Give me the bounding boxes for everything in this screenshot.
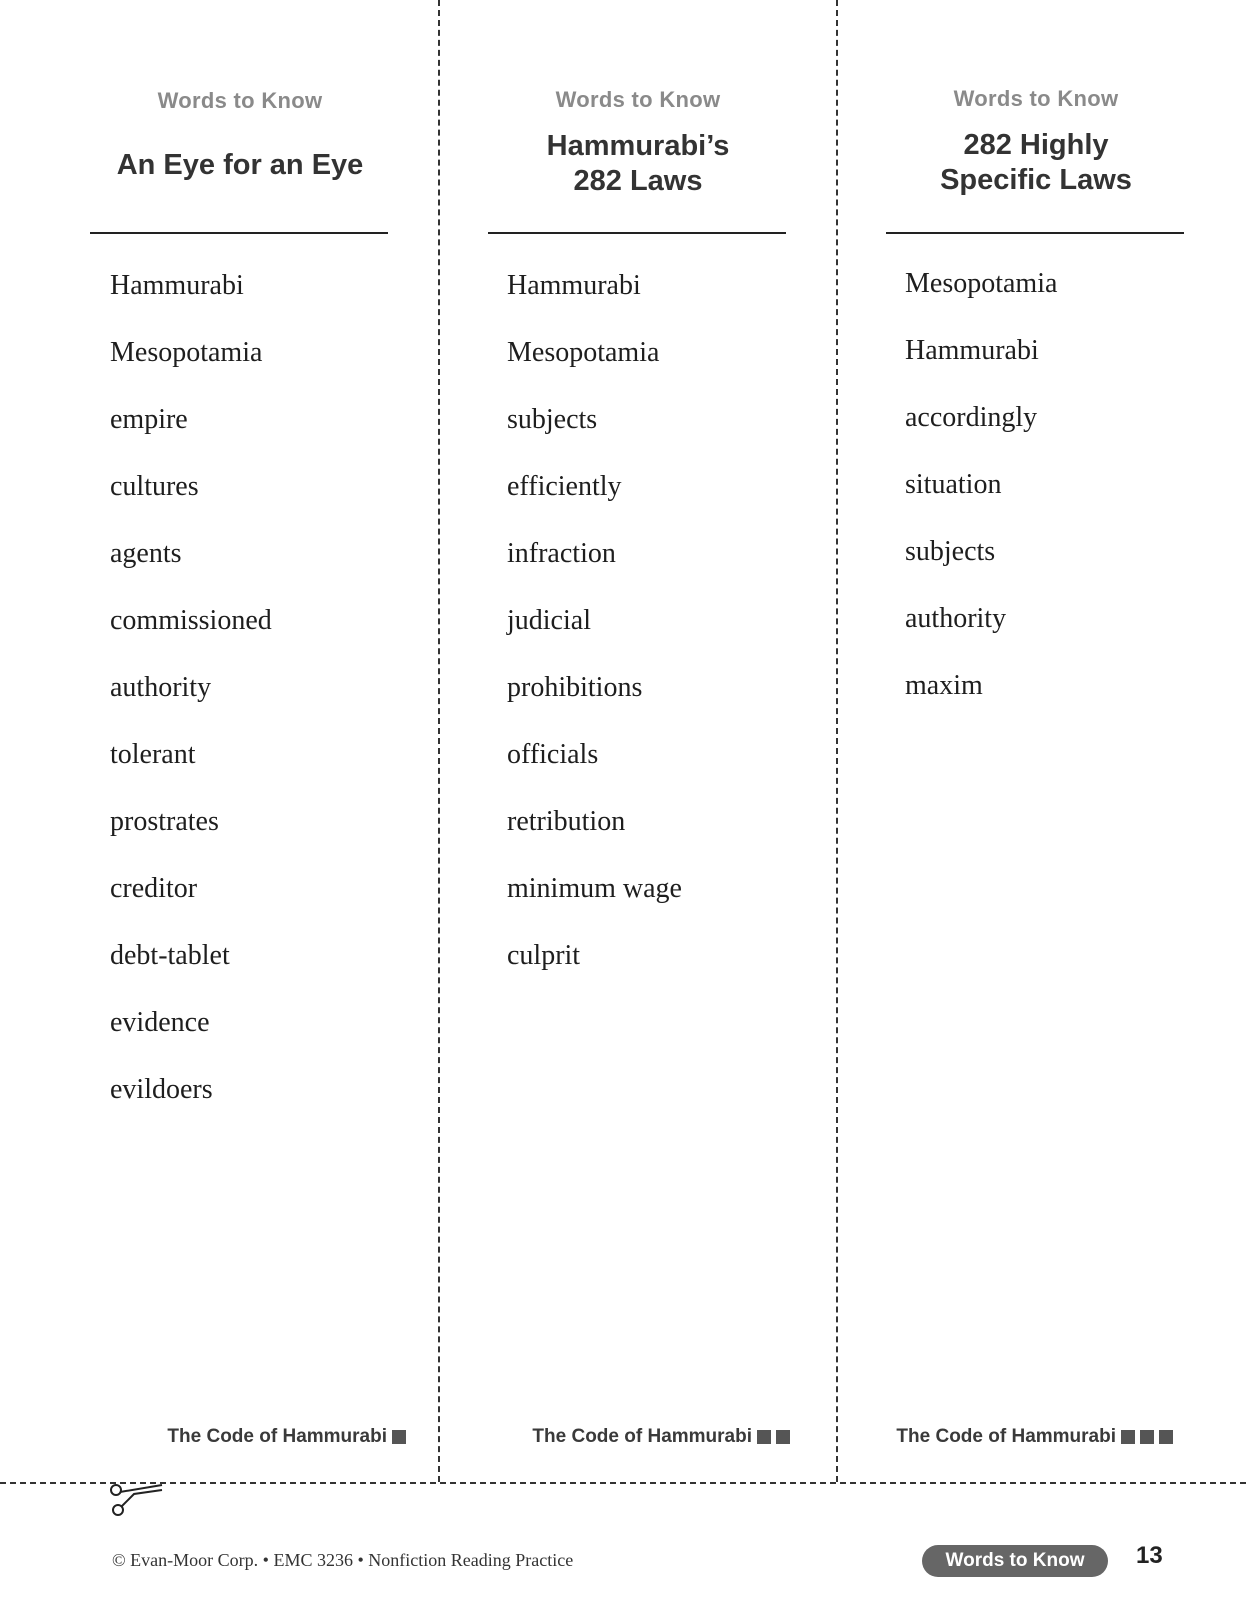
card-eyebrow: Words to Know (555, 87, 721, 112)
word-item: prohibitions (507, 672, 643, 703)
word-item: Mesopotamia (905, 268, 1058, 299)
word-item: minimum wage (507, 873, 682, 904)
card-footer (167, 1424, 406, 1450)
copyright-notice: © Evan-Moor Corp. • EMC 3236 • Nonfiction Reading Practice (112, 1550, 574, 1570)
word-item: retribution (507, 806, 626, 837)
card-footer-label: The Code of Hammurabi (896, 1426, 1116, 1447)
card-footer-label: The Code of Hammurabi (532, 1426, 752, 1447)
title-rule (90, 232, 388, 234)
word-item: maxim (905, 670, 983, 701)
card-eyebrow: Words to Know (157, 88, 323, 113)
word-item: authority (110, 672, 212, 703)
square-marker-icon (1140, 1430, 1154, 1444)
card-header (886, 86, 1186, 198)
word-item: accordingly (905, 402, 1038, 433)
word-item: efficiently (507, 471, 622, 502)
page-number: 13 (1136, 1542, 1163, 1569)
card-header (488, 87, 788, 199)
word-item: authority (905, 603, 1007, 634)
square-marker-icon (392, 1430, 406, 1444)
square-marker-icon (776, 1430, 790, 1444)
card-eyebrow: Words to Know (953, 86, 1119, 111)
title-rule (886, 232, 1184, 234)
word-item: subjects (507, 404, 598, 435)
word-item: debt-tablet (110, 940, 230, 971)
word-item: Mesopotamia (110, 337, 263, 368)
card-title: An Eye for an Eye (116, 148, 364, 181)
word-list (507, 266, 682, 1003)
word-card-3 (886, 0, 1186, 1482)
word-item: agents (110, 538, 182, 569)
word-item: judicial (507, 605, 591, 636)
square-marker-icon (757, 1430, 771, 1444)
square-marker-icon (1121, 1430, 1135, 1444)
horizontal-cut-line (0, 1482, 1246, 1484)
word-item: subjects (905, 536, 996, 567)
word-item: Hammurabi (507, 270, 641, 301)
section-pill: Words to Know (922, 1545, 1108, 1577)
card-footer-label: The Code of Hammurabi (167, 1426, 387, 1447)
card-title: 282 Highly Specific Laws (940, 129, 1132, 196)
title-rule (488, 232, 786, 234)
word-item: evildoers (110, 1074, 213, 1105)
card-footer (532, 1424, 790, 1450)
word-card-1 (90, 0, 390, 1482)
word-item: prostrates (110, 806, 219, 837)
word-item: evidence (110, 1007, 210, 1038)
square-marker-icon (1159, 1430, 1173, 1444)
word-list (110, 266, 272, 1137)
word-item: situation (905, 469, 1002, 500)
word-item: Hammurabi (905, 335, 1039, 366)
word-item: empire (110, 404, 188, 435)
card-title: Hammurabi’s 282 Laws (546, 130, 730, 197)
word-item: Mesopotamia (507, 337, 660, 368)
word-item: commissioned (110, 605, 272, 636)
word-item: tolerant (110, 739, 196, 770)
word-item: officials (507, 739, 599, 770)
word-item: cultures (110, 471, 199, 502)
word-card-2 (488, 0, 788, 1482)
card-footer (896, 1424, 1173, 1450)
word-list (905, 264, 1057, 733)
word-item: creditor (110, 873, 198, 904)
word-item: culprit (507, 940, 581, 971)
column-divider-1 (438, 0, 440, 1482)
word-item: Hammurabi (110, 270, 244, 301)
scissors-icon (104, 1480, 166, 1518)
word-item: infraction (507, 538, 616, 569)
card-header (90, 88, 390, 200)
column-divider-2 (836, 0, 838, 1482)
